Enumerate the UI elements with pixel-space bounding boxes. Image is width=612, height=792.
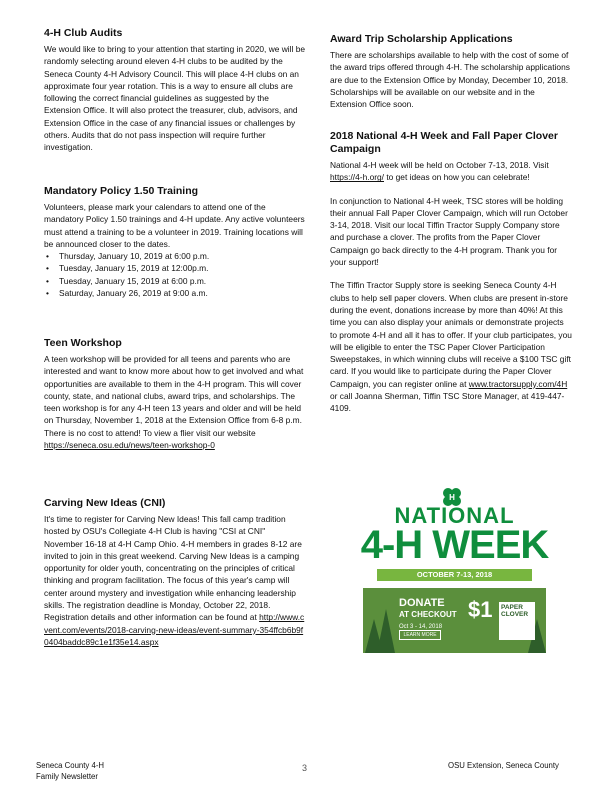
donate-paper-clover-graphic: [363, 588, 546, 653]
national-label: NATIONAL: [394, 503, 515, 528]
footer-right: OSU Extension, Seneca County: [448, 761, 559, 770]
donate-amount: $1: [468, 597, 493, 622]
carving-new-ideas-heading: Carving New Ideas (CNI): [44, 497, 166, 509]
national-week-p2: In conjunction to National 4-H week, TSC stores will be holding their annual Fall Paper Clover Campaign, which will run October 3-14, 2018. Visit our local Tiffin Tractor Supply Company store and purchase a clover. The profits from the Paper Clover Campaign go back directly to the 4-H program. Thank you for your support!: [330, 195, 568, 268]
teen-workshop-link[interactable]: https://seneca.osu.edu/news/teen-workshop-0: [44, 440, 215, 451]
national-4h-week-graphic: [342, 483, 567, 583]
page-number: 3: [302, 763, 308, 773]
scholarship-heading: Award Trip Scholarship Applications: [330, 33, 513, 45]
list-item: • Thursday, January 10, 2019 at 6:00 p.m.: [46, 251, 210, 262]
national-week-heading: 2018 National 4-H Week and Fall Paper Clover Campaign: [330, 130, 558, 155]
national-week-p1: National 4-H week will be held on October 7-13, 2018. Visit https://4-h.org/ to get ideas on how you can celebrate!: [330, 160, 549, 183]
learn-more-label: LEARN MORE: [399, 630, 441, 640]
carving-new-ideas-text: It's time to register for Carving New Ideas! This fall camp tradition hosted by OSU's Collegiate 4-H Club is having "CSI at CNI" November 16-18 at 4-H Camp Ohio. 4-H members in grades 8-12 are invited to join in this great weekend. Carving New Ideas is a camping opportunity for older youth, concentrating on the principles of critical thinking and program facilitation. The focus of this year's camp will center around mystery and investigation while enhancing leadership skills. The registration deadline is Monday, October 22, 2018. Registration details and other information can be found at http://www.cvent.com/events/2018-carving-new-ideas/event-summary-354ffcb6b9f0404baddc89c1e1f35e14.aspx: [44, 514, 305, 647]
mandatory-policy-text: Volunteers, please mark your calendars to attend one of the mandatory Policy 1.50 trainings and 4-H update. Any active volunteers must attend a training to be a volunteer in 2019. Training locations will be announced closer to the dates.: [44, 202, 305, 249]
list-item: • Saturday, January 26, 2019 at 9:00 a.m.: [46, 288, 208, 299]
club-audits-section: [44, 27, 306, 154]
svg-text:H: H: [449, 493, 455, 502]
scholarship-section: [330, 33, 572, 110]
national-week-dates: OCTOBER 7-13, 2018: [377, 569, 532, 581]
carving-new-ideas-link[interactable]: http://www.cvent.com/events/2018-carving-new-ideas/event-summary-354ffcb6b9f0404baddc89c1e1f35e14.aspx: [44, 612, 305, 647]
4h-week-label: 4-H WEEK: [360, 523, 549, 567]
national-week-p3: The Tiffin Tractor Supply store is seeking Seneca County 4-H clubs to help sell paper clovers. When clubs are present in-store during the event, donations increase by more than 40%! At this time you can also display your animals or demonstrate projects to promote 4-H and all it has to offer. If your club participates, you will be eligible to enter the TSC Paper Clover Participation Sweepstakes, in which winning clubs will receive a $100 TSC gift card. If you would like to participate during the Paper Clover Campaign, you can register online at www.tractorsupply.com/4H or call Joanna Sherman, Tiffin TSC Store Manager, at 419-447-4109.: [330, 280, 572, 414]
teen-workshop-heading: Teen Workshop: [44, 337, 122, 349]
carving-new-ideas-section: [44, 497, 306, 648]
4h-org-link[interactable]: https://4-h.org/: [330, 172, 384, 183]
tree-shape: [377, 609, 395, 653]
teen-workshop-section: [44, 337, 306, 451]
mandatory-policy-section: [44, 185, 306, 299]
list-item: • Tuesday, January 15, 2019 at 6:00 p.m.: [46, 275, 207, 286]
mandatory-policy-heading: Mandatory Policy 1.50 Training: [44, 185, 199, 197]
tractor-supply-link[interactable]: www.tractorsupply.com/4H: [468, 378, 568, 389]
national-week-section: [330, 130, 572, 415]
scholarship-text: There are scholarships available to help with the cost of some of the award trips offered through 4-H. The scholarship applications are due to the Extension Office by Monday, December 10, 2018. Scholarships will be available on our website and in the Extension Office soon.: [330, 50, 570, 110]
footer-left: Seneca County 4-H Family Newsletter: [36, 761, 105, 781]
club-audits-heading: 4-H Club Audits: [44, 27, 123, 39]
donate-text: DONATE AT CHECKOUT Oct 3 - 14, 2018: [399, 597, 457, 630]
paper-clover-badge: PAPER CLOVER: [499, 602, 535, 640]
teen-workshop-text: A teen workshop will be provided for all teens and parents who are interested and want to know more about how to get involved and what opportunities are available to them in the 4-H program. This will cover county, state, and national clubs, award trips, and scholarships. The teen workshop is for any 4-H teen 13 years and older and will be held on Thursday, November 1, 2018 at the Extension Office from 6-8 p.m. There is no cost to attend! To view a flier visit our website https://seneca.osu.edu/news/teen-workshop-0: [44, 354, 304, 451]
list-item: • Tuesday, January 15, 2019 at 12:00p.m.: [46, 263, 209, 274]
training-dates-list: [44, 250, 306, 299]
club-audits-text: We would like to bring to your attention that starting in 2020, we will be randomly selecting around eleven 4-H clubs to be audited by the Seneca County 4-H Advisory Council. This will place 4-H clubs on an approximate four year rotation. This is a way to ensure all clubs are following the correct financial guidelines as suggested by the Extension Office. It will also protect the treasurer, club, advisors, and Extension Office in the case of any financial issues or challenges by others. Audits that do not pass inspection will require further investigation.: [44, 44, 306, 153]
